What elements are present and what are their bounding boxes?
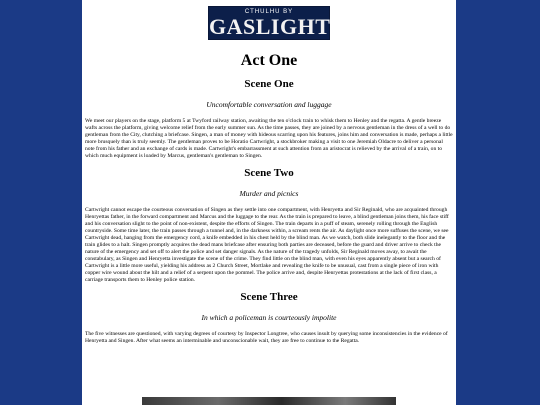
logo-title: GASLIGHT [209, 14, 331, 39]
scene-two-title: Scene Two [244, 167, 294, 180]
scene-one-title: Scene One [244, 78, 294, 90]
scene-one-subtitle: Uncomfortable conversation and luggage [206, 100, 332, 109]
page [82, 0, 456, 405]
scene-three-title: Scene Three [240, 291, 298, 304]
scene-one-text: We meet our players on the stage, platform 5 at Twyford railway station, awaiting the ten o'clock train to whisk them to Henley and the regatta. A gentle breeze wafts across the platform, giving welcome relief from the early summer sun. As the time passes, they are joined by a nervous gentleman in the dress of a well to do gentleman from the City, clutching a briefcase. Singen, a man of money with hideous scarring upon his features, joins him and conversation is made, perhaps a little more brusquely than is truly seemly. The gentleman proves to be Horatio Cartwright, a stockbroker making a visit to one Jeremiah Oldacre to deliver a personal note from his father and an exchange of cards is made. Cartwright's embarrassment at such attention from an aristocrat is relieved by the arrival of a train, on to which much equipment is loaded by Marcus, gentleman's gentleman to Singen. [85, 118, 453, 159]
act-title: Act One [240, 52, 298, 69]
logo-tagline: CTHULHU BY [244, 9, 294, 15]
scene-two-subtitle: Murder and picnics [239, 189, 299, 199]
gaslight-logo[interactable] [208, 6, 330, 40]
banner-area [82, 0, 456, 44]
scene-photo [142, 397, 396, 405]
scene-two-text: Cartwright cannot escape the courteous conversation of Singen as they settle into one compartment, with Henryetta and Sir Reginald, who are acquainted through Henryettas father, in the forward compartment and Marcus and the luggage to the rear. As the train is prepared to leave, a blind gentleman joins them, his face stiff and his conversation slight to the point of non-existent, despite the efforts of Singen. The train departs in a puff of steam, serenely rolling through the English countryside. Some time later, the train passes through a tunnel and, in the darkness within, a scream rents the air. As daylight once more suffuses the scene, we see Cartwright dead, hanging from the emergency cord, a knife embedded in his chest held by the blind man. As we watch, both slide inelegantly to the floor and the train glides to a halt. Singen promptly acquires the dead mans briefcase after ensuring both parties are deceased, before the guard and driver arrive to check the nature of the emergency and set off to alert the police and set danger signals. As the nature of the tragedy unfolds, Sir Reginald moves away, to await the constabulary, as Singen and Henryetta investigate the scene of the crime. They find little on the blind man, with even his eyes apparently absent but a search of Cartwright is a little more useful, yielding his address as 2 Church Street, Mortlake and revealing the knife to be unusual, cast from a single piece of iron with copper wire wound about the hilt and a relief of a serpent upon the pommel. The police arrive and, despite Henryettas protestations at the lack of first class, a carriage transports them to Henley police station. [85, 207, 449, 283]
scene-three-text: The five witnesses are questioned, with varying degrees of courtesy by Inspector Longtree, who causes insult by querying some inconsistencies in the evidence of Henryetta and Singen. After what seems an interminable and unconscionable wait, they are free to continue to the Regatta. [85, 331, 448, 345]
scene-three-subtitle: In which a policeman is courteously impolite [201, 313, 337, 323]
